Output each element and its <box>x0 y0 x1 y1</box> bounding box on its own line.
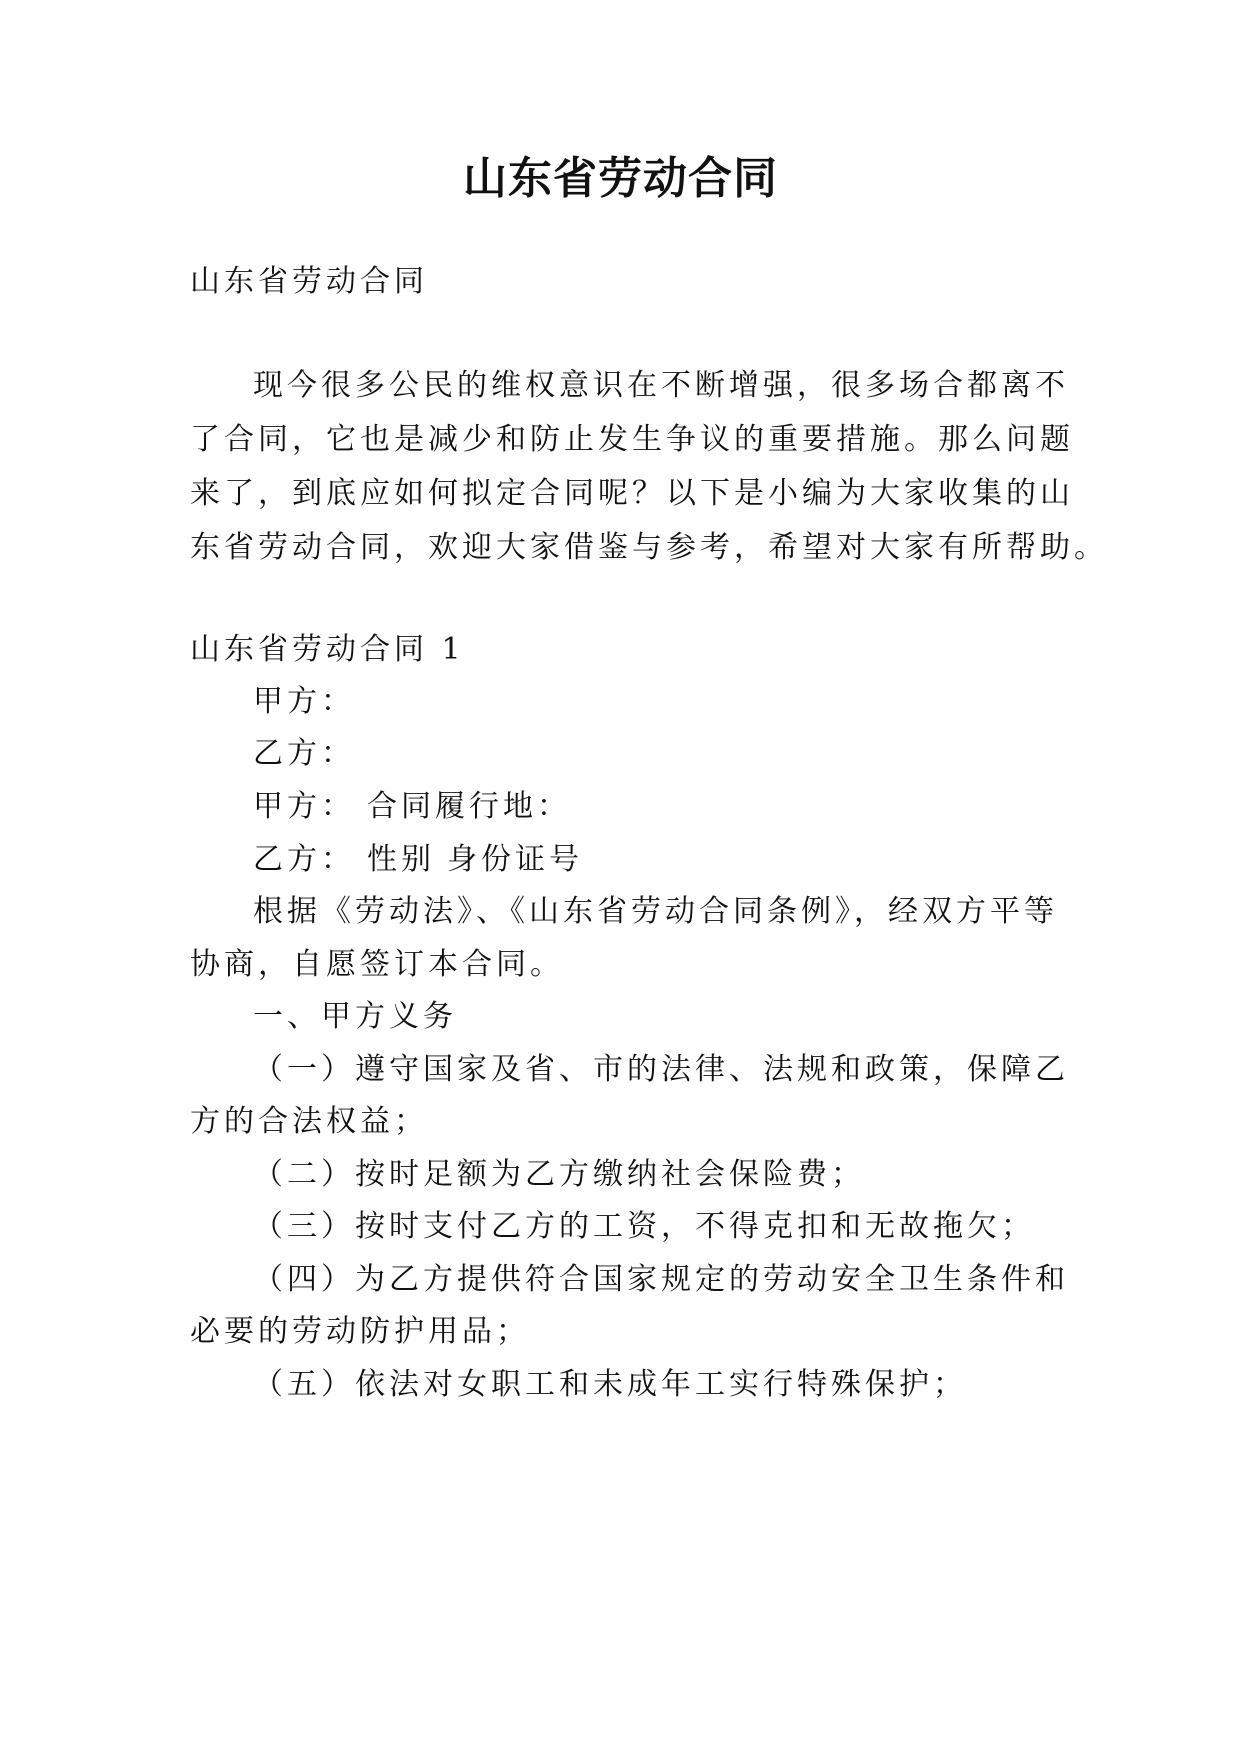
party-a-place-line <box>253 787 571 827</box>
intro-line: 了合同，它也是减少和防止发生争议的重要措施。那么问题 <box>190 422 1074 457</box>
party-b-info-line <box>253 840 583 880</box>
place-label: 合同履行地： <box>367 789 571 824</box>
id-number-label: 身份证号 <box>447 842 583 877</box>
intro-line: 来了，到底应如何拟定合同呢？以下是小编为大家收集的山 <box>190 476 1074 511</box>
obligation-item: 必要的劳动防护用品； <box>190 1314 530 1349</box>
party-b-label-2: 乙方： <box>253 842 355 877</box>
party-a-label: 甲方： <box>253 684 355 719</box>
document-title: 山东省劳动合同 <box>463 153 778 204</box>
obligation-item: （二）按时足额为乙方缴纳社会保险费； <box>253 1157 865 1192</box>
obligation-item: （四）为乙方提供符合国家规定的劳动安全卫生条件和 <box>253 1262 1069 1297</box>
section-heading: 山东省劳动合同 1 <box>190 632 465 667</box>
obligation-item: （三）按时支付乙方的工资，不得克扣和无故拖欠； <box>253 1209 1035 1244</box>
party-b-label: 乙方： <box>253 736 355 771</box>
obligations-heading: 一、甲方义务 <box>253 999 457 1034</box>
intro-line: 东省劳动合同，欢迎大家借鉴与参考，希望对大家有所帮助。 <box>190 530 1108 565</box>
basis-line: 协商，自愿签订本合同。 <box>190 947 564 982</box>
document-subtitle: 山东省劳动合同 <box>190 264 428 299</box>
basis-line: 根据《劳动法》、《山东省劳动合同条例》，经双方平等 <box>253 894 1058 929</box>
obligation-item: 方的合法权益； <box>190 1104 428 1139</box>
obligation-item: （一）遵守国家及省、市的法律、法规和政策，保障乙 <box>253 1052 1069 1087</box>
party-a-label-2: 甲方： <box>253 789 355 824</box>
obligation-item: （五）依法对女职工和未成年工实行特殊保护； <box>253 1367 967 1402</box>
gender-label: 性别 <box>367 842 435 877</box>
intro-line: 现今很多公民的维权意识在不断增强，很多场合都离不 <box>253 368 1069 403</box>
